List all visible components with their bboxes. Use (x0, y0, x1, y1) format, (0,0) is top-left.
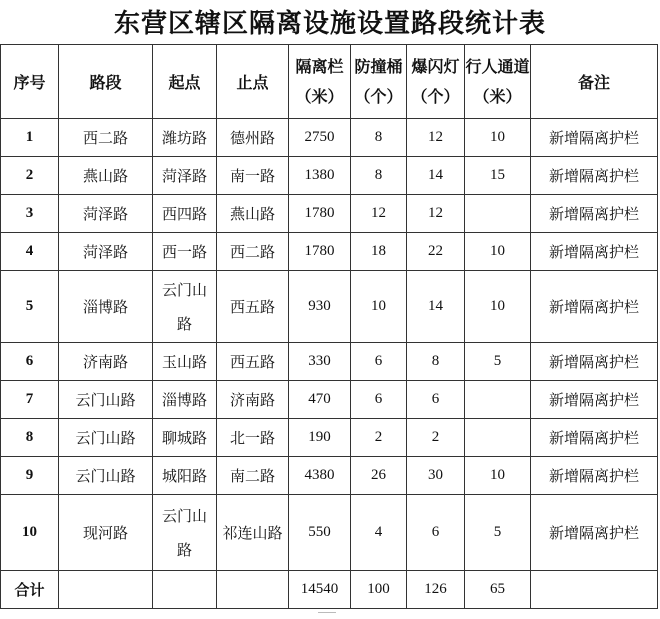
header-light-unit: （个） (411, 86, 460, 106)
row-start-line: 淄博路 (161, 391, 207, 409)
header-note: 备注 (531, 45, 658, 119)
row-end: 德州路 (217, 119, 289, 157)
total-label: 合计 (1, 571, 59, 609)
row-start (153, 457, 217, 495)
header-road: 路段 (59, 45, 153, 119)
row-walkway: 10 (465, 271, 531, 343)
row-light: 12 (407, 119, 465, 157)
total-light: 126 (407, 571, 465, 609)
row-fence: 930 (289, 271, 351, 343)
row-walkway: 10 (465, 119, 531, 157)
row-note: 新增隔离护栏 (531, 233, 658, 271)
header-fence (289, 45, 351, 119)
row-road: 菏泽路 (59, 195, 153, 233)
row-road: 燕山路 (59, 157, 153, 195)
row-barrel: 6 (351, 381, 407, 419)
row-end: 南二路 (217, 457, 289, 495)
row-fence: 330 (289, 343, 351, 381)
row-barrel: 12 (351, 195, 407, 233)
header-light (407, 45, 465, 119)
row-barrel: 18 (351, 233, 407, 271)
row-start-line: 潍坊路 (161, 129, 207, 147)
table-row (1, 157, 658, 195)
row-barrel: 8 (351, 119, 407, 157)
row-start (153, 271, 217, 343)
row-fence: 4380 (289, 457, 351, 495)
row-end: 祁连山路 (217, 495, 289, 571)
table-body (1, 119, 658, 571)
row-fence: 2750 (289, 119, 351, 157)
row-note: 新增隔离护栏 (531, 157, 658, 195)
header-fence-label: 隔离栏 (295, 56, 344, 76)
header-barrel (351, 45, 407, 119)
row-start (153, 157, 217, 195)
row-road: 菏泽路 (59, 233, 153, 271)
table-row (1, 195, 658, 233)
row-walkway: 5 (465, 343, 531, 381)
row-note: 新增隔离护栏 (531, 343, 658, 381)
row-walkway (465, 419, 531, 457)
row-fence: 470 (289, 381, 351, 419)
row-barrel: 8 (351, 157, 407, 195)
row-walkway: 15 (465, 157, 531, 195)
row-start-line: 西四路 (161, 205, 207, 223)
row-light: 12 (407, 195, 465, 233)
row-start (153, 419, 217, 457)
table-row (1, 495, 658, 571)
row-start-line: 聊城路 (161, 429, 207, 447)
row-start-line: 菏泽路 (161, 167, 207, 185)
row-start-line: 玉山路 (161, 353, 207, 371)
row-start-line: 城阳路 (161, 467, 207, 485)
row-light: 8 (407, 343, 465, 381)
table-row (1, 271, 658, 343)
total-walkway: 65 (465, 571, 531, 609)
row-road: 淄博路 (59, 271, 153, 343)
row-index: 2 (1, 157, 59, 195)
row-barrel: 4 (351, 495, 407, 571)
table-row (1, 233, 658, 271)
total-empty-start (153, 571, 217, 609)
table-row (1, 381, 658, 419)
row-start-line: 路 (176, 314, 192, 333)
row-note: 新增隔离护栏 (531, 419, 658, 457)
statistics-table (0, 44, 658, 609)
row-start-line: 路 (176, 540, 192, 559)
row-barrel: 10 (351, 271, 407, 343)
row-index: 6 (1, 343, 59, 381)
row-index: 1 (1, 119, 59, 157)
row-fence: 190 (289, 419, 351, 457)
total-fence: 14540 (289, 571, 351, 609)
total-empty-end (217, 571, 289, 609)
row-fence: 550 (289, 495, 351, 571)
row-road: 云门山路 (59, 381, 153, 419)
total-empty-note (531, 571, 658, 609)
row-index: 7 (1, 381, 59, 419)
row-light: 2 (407, 419, 465, 457)
row-barrel: 2 (351, 419, 407, 457)
row-index: 8 (1, 419, 59, 457)
row-road: 云门山路 (59, 457, 153, 495)
row-road: 济南路 (59, 343, 153, 381)
row-start (153, 495, 217, 571)
total-empty-road (59, 571, 153, 609)
row-light: 22 (407, 233, 465, 271)
row-walkway (465, 195, 531, 233)
table-row (1, 457, 658, 495)
row-end: 济南路 (217, 381, 289, 419)
row-note: 新增隔离护栏 (531, 381, 658, 419)
row-start (153, 119, 217, 157)
row-walkway: 10 (465, 457, 531, 495)
row-light: 6 (407, 495, 465, 571)
row-index: 9 (1, 457, 59, 495)
header-barrel-unit: （个） (354, 86, 403, 106)
row-light: 14 (407, 157, 465, 195)
row-end: 西二路 (217, 233, 289, 271)
header-walkway-unit: （米） (473, 86, 522, 106)
row-walkway (465, 381, 531, 419)
row-index: 10 (1, 495, 59, 571)
row-start-line: 云门山 (161, 280, 207, 299)
row-index: 4 (1, 233, 59, 271)
header-barrel-label: 防撞桶 (354, 56, 403, 76)
header-row (1, 45, 658, 119)
row-light: 6 (407, 381, 465, 419)
header-start: 起点 (153, 45, 217, 119)
table-row (1, 119, 658, 157)
row-end: 燕山路 (217, 195, 289, 233)
row-start (153, 381, 217, 419)
row-walkway: 10 (465, 233, 531, 271)
row-light: 30 (407, 457, 465, 495)
row-road: 西二路 (59, 119, 153, 157)
row-note: 新增隔离护栏 (531, 119, 658, 157)
row-note: 新增隔离护栏 (531, 195, 658, 233)
total-row (1, 571, 658, 609)
row-end: 北一路 (217, 419, 289, 457)
row-index: 5 (1, 271, 59, 343)
total-barrel: 100 (351, 571, 407, 609)
row-barrel: 6 (351, 343, 407, 381)
header-index: 序号 (1, 45, 59, 119)
page-title: 东营区辖区隔离设施设置路段统计表 (113, 9, 546, 39)
row-start-line: 西一路 (161, 243, 207, 261)
header-end: 止点 (217, 45, 289, 119)
row-index: 3 (1, 195, 59, 233)
row-start (153, 195, 217, 233)
row-fence: 1380 (289, 157, 351, 195)
row-road: 现河路 (59, 495, 153, 571)
row-end: 西五路 (217, 271, 289, 343)
header-walkway (465, 45, 531, 119)
row-note: 新增隔离护栏 (531, 495, 658, 571)
row-fence: 1780 (289, 195, 351, 233)
row-end: 南一路 (217, 157, 289, 195)
table-row (1, 419, 658, 457)
header-light-label: 爆闪灯 (411, 56, 460, 76)
row-note: 新增隔离护栏 (531, 457, 658, 495)
table-row (1, 343, 658, 381)
row-fence: 1780 (289, 233, 351, 271)
row-start (153, 343, 217, 381)
row-start (153, 233, 217, 271)
row-road: 云门山路 (59, 419, 153, 457)
header-walkway-label: 行人通道 (465, 56, 530, 76)
row-barrel: 26 (351, 457, 407, 495)
row-walkway: 5 (465, 495, 531, 571)
header-fence-unit: （米） (295, 86, 344, 106)
row-note: 新增隔离护栏 (531, 271, 658, 343)
row-end: 西五路 (217, 343, 289, 381)
row-light: 14 (407, 271, 465, 343)
row-start-line: 云门山 (161, 506, 207, 525)
